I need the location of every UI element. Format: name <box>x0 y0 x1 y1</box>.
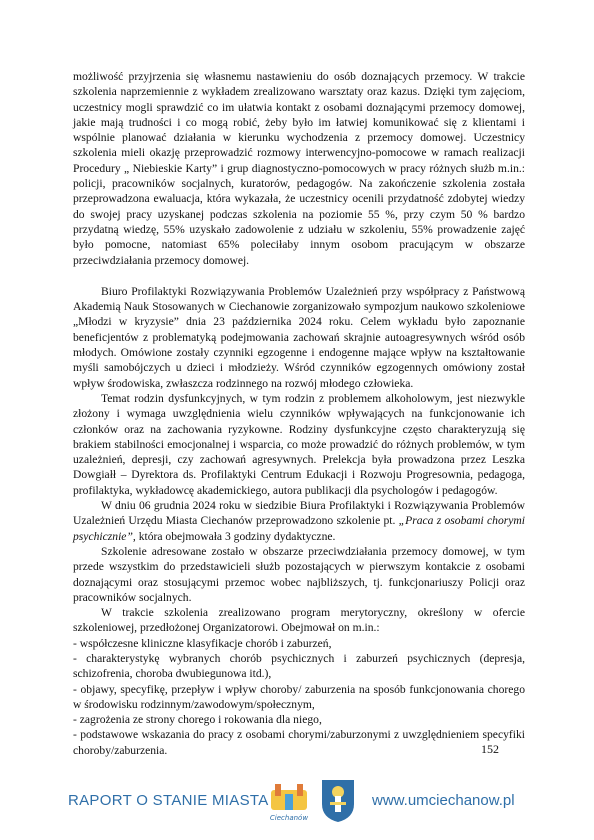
list-item: - objawy, specyfikę, przepływ i wpływ choroby/ zaburzenia na sposób funkcjonowania chorego w środowisku rodzinnym/zawodowym/społecznym, <box>73 682 525 711</box>
footer-website: www.umciechanow.pl <box>372 792 515 809</box>
paragraph-training-audience: Szkolenie adresowane zostało w obszarze przeciwdziałania przemocy domowej, w tym przede wszystkim do przedstawicieli służb pozostających w pierwszym kontakcie z osobami doznającymi oraz stosującymi przemoc wobec najbliższych, tj. funkcjonariuszy Policji oraz pracowników socjalnych. <box>73 544 525 604</box>
list-item: - współczesne kliniczne klasyfikacje chorób i zaburzeń, <box>73 636 332 650</box>
paragraph-training-evaluation: możliwość przyjrzenia się własnemu nastawieniu do osób doznających przemocy. W trakcie szkolenia naprzemiennie z wykładem zrealizowano warsztaty oraz kazus. Dzięki tym zajęciom, uczestnicy mogli sprawdzić co im ułatwia kontakt z osobami doznającymi przemocy domowej, jakie mają trudności i co mogą robić, żeby było im łatwiej komunikować się z klientami i wspólnie planować działania w kierunku wychodzenia z przemocy domowej. Uczestnicy szkolenia mieli okazję przeprowadzić rozmowy interwencyjno-pomocowe w ramach realizacji Procedury „ Niebieskie Karty” i grup diagnostyczno-pomocowych w pracy różnych służb m.in.: policji, pracowników socjalnych, kuratorów, pedagogów. Na zakończenie szkolenia została przeprowadzona ewaluacja, która wykazała, że uczestnicy ocenili przydatność zdobytej wiedzy do swojej pracy uzyskanej podczas szkolenia na poziomie 55 %, przy czym 50 % bardzo przydatną wiedzę, 55% uzyskało zadowolenie z udziału w szkoleniu, 55% prowadzenie zajęć było pomocne, natomiast 65% poleciłaby innym osobom pracującym w obszarze przeciwdziałania przemocy domowej. <box>73 70 525 267</box>
page-number: 152 <box>481 742 499 756</box>
paragraph-symposium: Biuro Profilaktyki Rozwiązywania Problemów Uzależnień przy współpracy z Państwową Akademią Nauk Stosowanych w Ciechanowie zorganizowało sympozjum naukowo szkoleniowe „Młodzi w kryzysie” dnia 23 października 2024 roku. Celem wykładu było zapoznanie beneficjentów z problematyką podejmowania zachowań skrajnie autoagresywnych wśród osób młodych. Omówione zostały czynniki egzogenne i endogenne mające wpływ na kształtowanie myśli samobójczych u dzieci i młodzieży. Wśród czynników egzogennych omówiony został wpływ środowiska, zwłaszcza rodzinnego na rozwój młodego człowieka. <box>73 284 525 390</box>
training-title: „Praca z osobami chorymi psychicznie”, <box>73 514 525 543</box>
svg-text:Ciechanów: Ciechanów <box>269 814 309 822</box>
page-footer <box>0 780 594 830</box>
list-item: - podstawowe wskazania do pracy z osobami chorymi/zaburzonymi z uwzględnieniem specyfiki choroby/zaburzenia. <box>73 728 525 757</box>
paragraph-dysfunctional-families: Temat rodzin dysfunkcyjnych, w tym rodzin z problemem alkoholowym, jest niezwykle złożony i wymaga uwzględnienia wielu czynników wpływających na funkcjonowanie ich członków oraz na zachowania ryzykowne. Rodziny dysfunkcyjne często charakteryzują się brakiem stabilności emocjonalnej i wsparcia, co może prowadzić do różnych problemów, w tym uzależnień, depresji, czy zachowań agresywnych. Prelekcja była prowadzona przez Leszka Dowgiałł – Dyrektora ds. Profilaktyki Centrum Edukacji i Rozwoju Progresownia, pedagoga, profilaktyka, wykładowcę akademickiego, autora publikacji dla psychologów i pedagogów. <box>73 391 525 497</box>
footer-report-title: RAPORT O STANIE MIASTA <box>68 792 269 809</box>
program-list <box>73 636 525 758</box>
list-item: - charakterystykę wybranych chorób psychicznych i zaburzeń psychicznych (depresja, schizofrenia, choroba dwubiegunowa itd.), <box>73 651 525 681</box>
coat-of-arms-icon <box>318 776 358 824</box>
paragraph-december-training: W dniu 06 grudnia 2024 roku w siedzibie Biura Profilaktyki i Rozwiązywania Problemów Uzależnień Urzędu Miasta Ciechanów przeprowadzono szkolenie pt. „Praca z osobami chorymi psychicznie”, która obejmowała 3 godziny dydaktyczne. <box>73 499 525 543</box>
paragraph-program: W trakcie szkolenia zrealizowano program merytoryczny, określony w ofercie szkoleniowej, przedłożonej Organizatorowi. Obejmował on m.in.: <box>73 606 525 635</box>
list-item: - zagrożenia ze strony chorego i rokowania dla niego, <box>73 713 322 727</box>
document-body <box>73 69 525 758</box>
city-logo-icon <box>265 780 313 824</box>
